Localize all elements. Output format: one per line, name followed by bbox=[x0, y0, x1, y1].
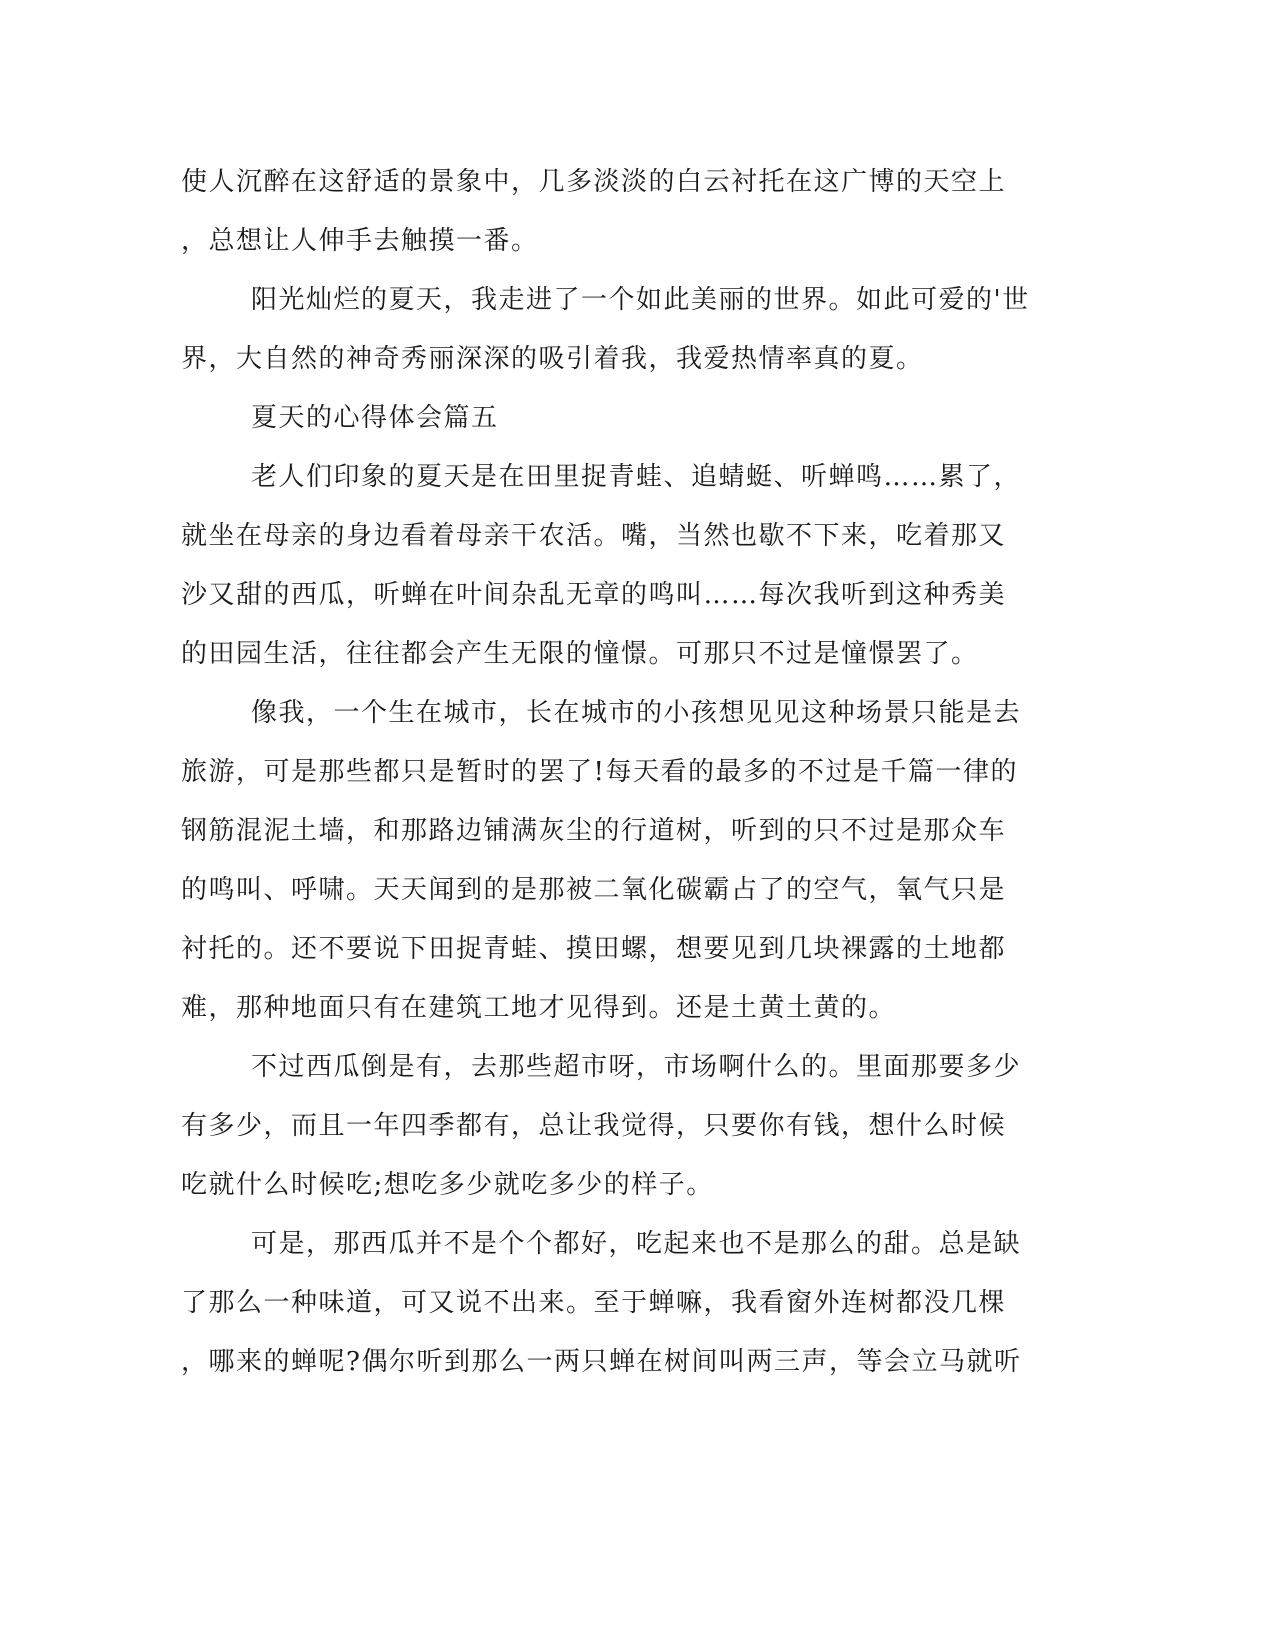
paragraph-start-line: 不过西瓜倒是有，去那些超市呀，市场啊什么的。里面那要多少 bbox=[251, 1052, 1022, 1082]
paragraph-start-line: 像我，一个生在城市，长在城市的小孩想见见这种场景只能是去 bbox=[251, 698, 1022, 728]
text-line: 旅游，可是那些都只是暂时的罢了!每天看的最多的不过是千篇一律的 bbox=[181, 757, 1018, 787]
text-line: ，总想让人伸手去触摸一番。 bbox=[181, 226, 539, 256]
text-line: 界，大自然的神奇秀丽深深的吸引着我，我爱热情率真的夏。 bbox=[181, 344, 924, 374]
text-line: 的鸣叫、呼啸。天天闻到的是那被二氧化碳霸占了的空气，氧气只是 bbox=[181, 875, 1007, 905]
text-line: 了那么一种味道，可又说不出来。至于蝉嘛，我看窗外连树都没几棵 bbox=[181, 1288, 1007, 1318]
text-line: 难，那种地面只有在建筑工地才见得到。还是土黄土黄的。 bbox=[181, 993, 897, 1023]
paragraph-start-line: 可是，那西瓜并不是个个都好，吃起来也不是那么的甜。总是缺 bbox=[251, 1229, 1022, 1259]
text-line: 吃就什么时候吃;想吃多少就吃多少的样子。 bbox=[181, 1170, 714, 1200]
text-line: 沙又甜的西瓜，听蝉在叶间杂乱无章的鸣叫……每次我听到这种秀美 bbox=[181, 580, 1007, 610]
text-line: 就坐在母亲的身边看着母亲干农活。嘴，当然也歇不下来，吃着那又 bbox=[181, 521, 1007, 551]
text-line: 有多少，而且一年四季都有，总让我觉得，只要你有钱，想什么时候 bbox=[181, 1111, 1007, 1141]
paragraph-start-line: 老人们印象的夏天是在田里捉青蛙、追蜻蜓、听蝉鸣……累了， bbox=[251, 462, 1022, 492]
text-line: 衬托的。还不要说下田捉青蛙、摸田螺，想要见到几块裸露的土地都 bbox=[181, 934, 1007, 964]
text-line: ，哪来的蝉呢?偶尔听到那么一两只蝉在树间叫两三声，等会立马就听 bbox=[181, 1347, 1022, 1377]
text-line: 的田园生活，往往都会产生无限的憧憬。可那只不过是憧憬罢了。 bbox=[181, 639, 979, 669]
text-line: 钢筋混泥土墙，和那路边铺满灰尘的行道树，听到的只不过是那众车 bbox=[181, 816, 1007, 846]
paragraph-start-line: 阳光灿烂的夏天，我走进了一个如此美丽的世界。如此可爱的'世 bbox=[251, 285, 1030, 315]
section-heading: 夏天的心得体会篇五 bbox=[251, 403, 499, 433]
text-line: 使人沉醉在这舒适的景象中，几多淡淡的白云衬托在这广博的天空上 bbox=[181, 167, 1007, 197]
document-body bbox=[181, 160, 1041, 1399]
